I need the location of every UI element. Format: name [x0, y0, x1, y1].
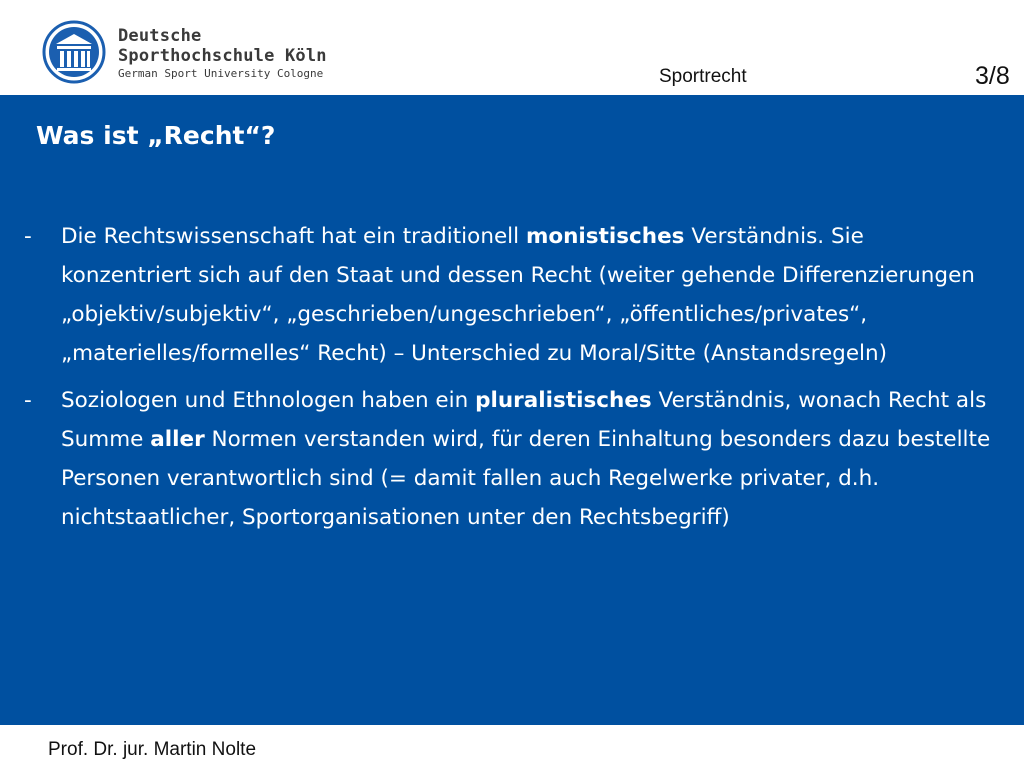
bullet-emphasis: aller: [150, 427, 205, 452]
bullet-marker: -: [24, 388, 32, 413]
university-building-icon: [42, 20, 106, 84]
slide-header: [0, 0, 1024, 95]
bullet-text-segment: Normen verstanden wird, für deren Einhaltung besonders dazu bestellte Personen verantwortlich sind (= damit fallen auch Regelwerke privater, d.h. nichtstaatlicher, Sportorganisationen unter den Rechtsbegriff): [61, 427, 991, 530]
logo-line-2: Sporthochschule Köln: [118, 46, 327, 66]
bullet-item: [24, 217, 999, 373]
bullet-text: [61, 217, 999, 373]
bullet-item: [24, 381, 999, 537]
bullet-marker: -: [24, 224, 32, 249]
logo-line-1: Deutsche: [118, 26, 202, 46]
bullet-text: [61, 381, 999, 537]
bullet-text-segment: Verständnis, wonach Recht als Summe: [61, 388, 987, 452]
bullet-emphasis: monistisches: [525, 224, 685, 249]
slide-body: [0, 95, 1024, 725]
university-logo: [42, 20, 327, 84]
bullet-text-segment: Verständnis. Sie konzentriert sich auf den Staat und dessen Recht (weiter gehende Differenzierungen „objektiv/subjektiv“, „geschrieben/ungeschrieben“, „öffentliches/privates“, „materielles/formelles“ Recht) – Unterschied zu Moral/Sitte (Anstandsregeln): [61, 224, 975, 366]
logo-wordmark: [118, 26, 327, 82]
course-name: Sportrecht: [659, 66, 747, 87]
author-footer: Prof. Dr. jur. Martin Nolte: [48, 739, 257, 760]
bullet-text-segment: Die Rechtswissenschaft hat ein traditionell: [61, 224, 526, 249]
bullet-emphasis: pluralistisches: [475, 388, 652, 413]
page-number: 3/8: [975, 62, 1010, 90]
bullet-text-segment: Soziologen und Ethnologen haben ein: [61, 388, 476, 413]
slide-title: Was ist „Recht“?: [36, 121, 276, 150]
logo-line-3: German Sport University Cologne: [118, 67, 324, 80]
bullet-list: [24, 217, 999, 545]
